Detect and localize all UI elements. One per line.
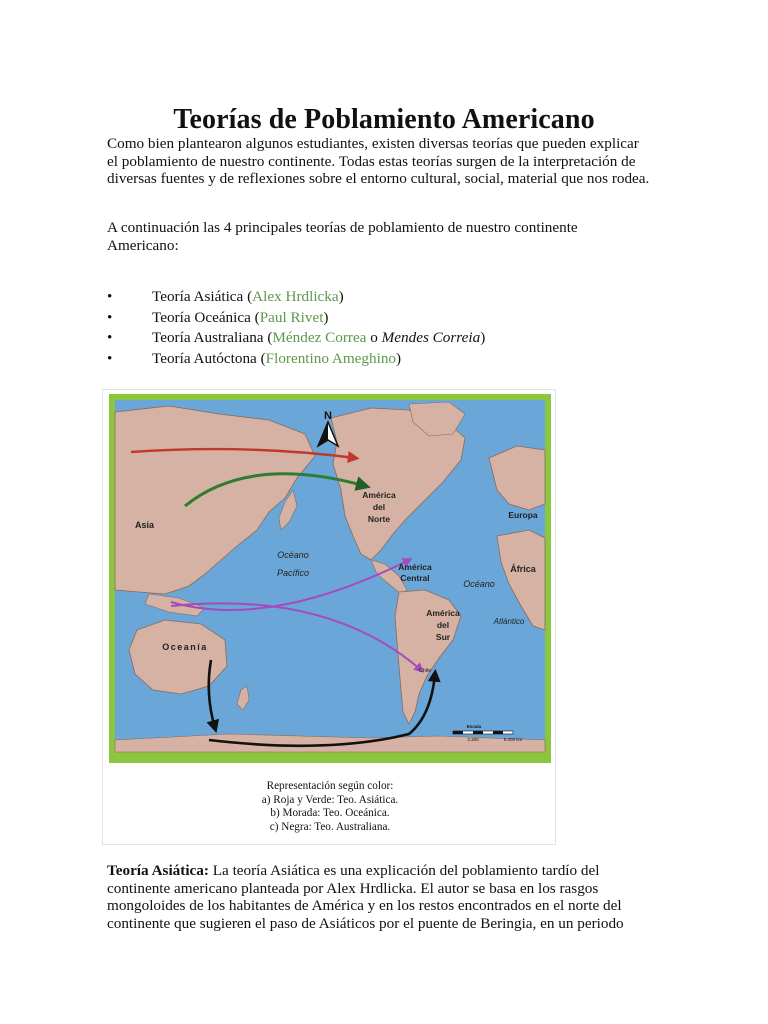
svg-text:3.300: 3.300 xyxy=(467,737,479,742)
south-america-label-1: América xyxy=(426,608,460,618)
author-link[interactable]: Florentino Ameghino xyxy=(265,349,397,367)
migration-map-figure xyxy=(102,389,556,845)
north-america-label-1: América xyxy=(362,490,396,500)
asiatica-heading: Teoría Asiática: xyxy=(107,862,209,879)
asia-label: Asia xyxy=(135,520,155,530)
atlantic-ocean-label-1: Océano xyxy=(463,579,495,589)
author-alt-name: Mendes Correia xyxy=(381,329,481,346)
pacific-ocean-label-2: Pacífico xyxy=(276,568,310,578)
bullet-icon: • xyxy=(107,288,113,305)
author-link[interactable]: Méndez Correa xyxy=(272,329,367,346)
theories-list xyxy=(107,287,667,369)
caption-line: c) Negra: Teo. Australiana. xyxy=(269,820,391,833)
asiatica-paragraph xyxy=(107,862,655,932)
figure-caption xyxy=(103,780,557,834)
svg-text:Escala: Escala xyxy=(466,724,482,729)
europe-label: Europa xyxy=(508,510,538,520)
central-america-label-2: Central xyxy=(400,573,430,583)
atlantic-ocean-label-2: Atlántico xyxy=(493,617,525,626)
north-label: N xyxy=(324,410,332,422)
africa-label: África xyxy=(510,564,536,574)
caption-line: b) Morada: Teo. Oceánica. xyxy=(270,807,390,819)
bullet-icon: • xyxy=(107,329,113,346)
caption-line: a) Roja y Verde: Teo. Asiática. xyxy=(261,793,399,806)
north-america-label-2: del xyxy=(372,502,386,512)
list-item: • Teoría Australiana (Méndez Correa o Mendes Correia) xyxy=(107,328,667,349)
south-america-label-3: Sur xyxy=(435,632,451,642)
bullet-icon: • xyxy=(107,308,113,326)
chile-label: Chile xyxy=(418,668,432,674)
author-link[interactable]: Alex Hrdlicka xyxy=(252,288,339,305)
migration-map xyxy=(109,394,551,763)
oceania-label: Oceanía xyxy=(162,642,208,652)
caption-line: Representación según color: xyxy=(266,780,394,792)
central-america-label-1: América xyxy=(398,562,432,572)
intro-paragraph: Como bien plantearon algunos estudiantes, existen diversas teorías que pueden explicar el poblamiento de nuestro continente. Todas estas teorías surgen de la interpretación de diversas fuentes y de reflexiones sobre el entorno cultural, social, material que nos rodea. xyxy=(107,135,650,188)
pacific-ocean-label-1: Océano xyxy=(277,550,309,560)
lead-paragraph: A continuación las 4 principales teorías de poblamiento de nuestro continente Americano: xyxy=(107,219,578,254)
south-america-label-2: del xyxy=(436,620,450,630)
list-item: • Teoría Oceánica (Paul Rivet) xyxy=(107,308,667,329)
author-link[interactable]: Paul Rivet xyxy=(259,308,324,326)
svg-text:6.000 km: 6.000 km xyxy=(503,737,523,742)
list-item: • Teoría Asiática (Alex Hrdlicka) xyxy=(107,287,667,308)
bullet-icon: • xyxy=(107,349,113,367)
list-item: • Teoría Autóctona (Florentino Ameghino) xyxy=(107,349,667,370)
page-title: Teorías de Poblamiento Americano xyxy=(173,104,595,135)
asiatica-body: La teoría Asiática es una explicación del poblamiento tardío del continente americano planteada por Alex Hrdlicka. El autor se basa en los rasgos mongoloides de los habitantes de América y en los restos encontrados en el norte del continente que sugieren el paso de Asiáticos por el puente de Beringia, en un periodo xyxy=(107,862,624,932)
north-america-label-3: Norte xyxy=(367,514,391,524)
